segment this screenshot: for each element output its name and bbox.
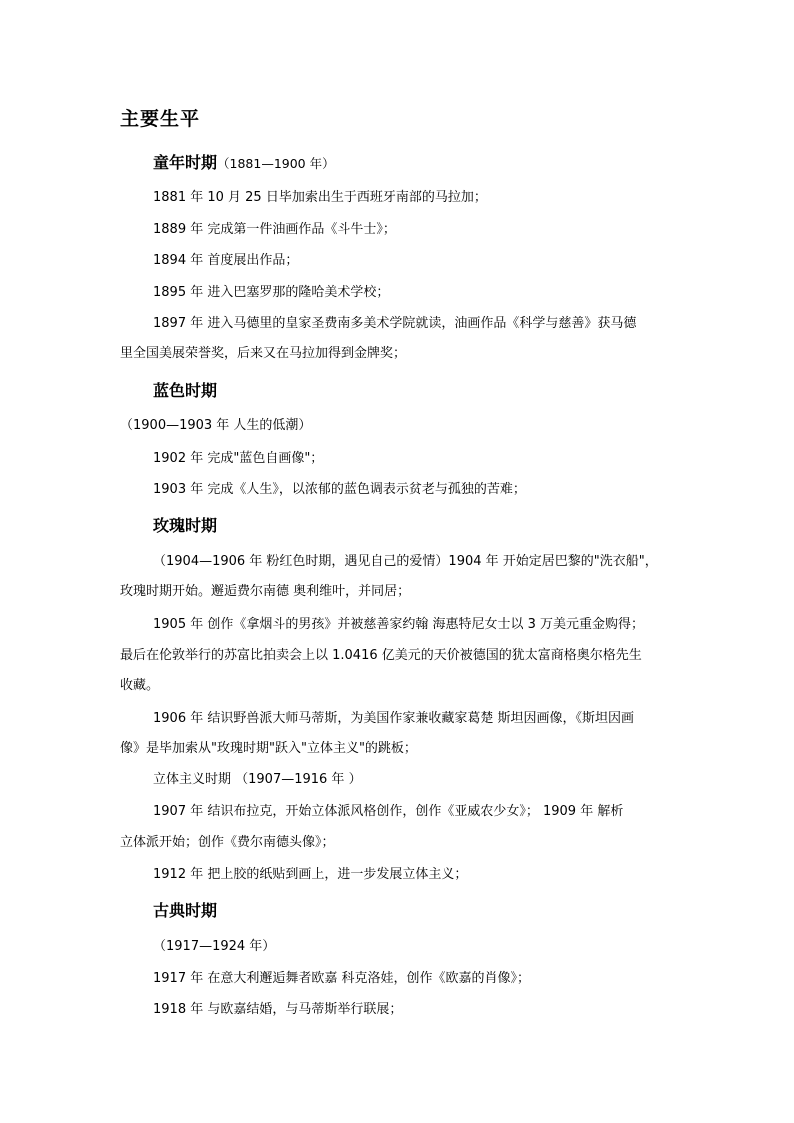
paragraph-line: 最后在伦敦举行的苏富比拍卖会上以 1.0416 亿美元的天价被德国的犹太富商格奥尔格先生 bbox=[120, 648, 642, 663]
paragraph-line: 1889 年 完成第一件油画作品《斗牛士》； bbox=[153, 222, 396, 237]
paragraph-line: 像》是毕加索从"玫瑰时期"跃入"立体主义"的跳板； bbox=[120, 741, 417, 756]
paragraph-line: 1897 年 进入马德里的皇家圣费南多美术学院就读，油画作品《科学与慈善》获马德 bbox=[153, 316, 637, 331]
section-heading-classic: 古典时期 bbox=[153, 901, 218, 920]
paragraph-line: 1895 年 进入巴塞罗那的隆哈美术学校； bbox=[153, 285, 390, 300]
paragraph-line: 玫瑰时期开始。邂逅费尔南德 奥利维叶，并同居； bbox=[120, 584, 411, 599]
paragraph-line: 1902 年 完成"蓝色自画像"； bbox=[153, 451, 324, 466]
paragraph-line: 1917 年 在意大利邂逅舞者欧嘉 科克洛娃，创作《欧嘉的肖像》； bbox=[153, 971, 530, 986]
paragraph-line: 1905 年 创作《拿烟斗的男孩》并被慈善家约翰 海惠特尼女士以 3 万美元重金购得； bbox=[153, 617, 645, 632]
paragraph-line: 1906 年 结识野兽派大师马蒂斯，为美国作家兼收藏家葛楚 斯坦因画像，《斯坦因画 bbox=[153, 711, 634, 726]
paragraph-line: 1894 年 首度展出作品； bbox=[153, 253, 299, 268]
heading-range: （1881—1900 年） bbox=[217, 156, 335, 171]
paragraph-line: 1912 年 把上胶的纸贴到画上，进一步发展立体主义； bbox=[153, 867, 468, 882]
paragraph-line: 1918 年 与欧嘉结婚，与马蒂斯举行联展； bbox=[153, 1002, 403, 1017]
paragraph-line: 立体主义时期 （1907—1916 年 ） bbox=[153, 772, 362, 787]
page-title: 主要生平 bbox=[120, 108, 201, 130]
paragraph-line: 里全国美展荣誉奖，后来又在马拉加得到金牌奖； bbox=[120, 346, 407, 361]
paragraph-line: 1903 年 完成《人生》，以浓郁的蓝色调表示贫老与孤独的苦难； bbox=[153, 482, 526, 497]
section-heading-blue: 蓝色时期 bbox=[153, 381, 218, 400]
section-heading-rose: 玫瑰时期 bbox=[153, 516, 218, 535]
paragraph-line: （1904—1906 年 粉红色时期，遇见自己的爱情）1904 年 开始定居巴黎的"洗衣船"， bbox=[153, 554, 658, 569]
paragraph-line: 1881 年 10 月 25 日毕加索出生于西班牙南部的马拉加； bbox=[153, 190, 487, 205]
paragraph-line: 1907 年 结识布拉克，开始立体派风格创作，创作《亚威农少女》； 1909 年 解析 bbox=[153, 804, 624, 819]
paragraph-line: 收藏。 bbox=[120, 678, 160, 693]
paragraph-line: （1900—1903 年 人生的低潮） bbox=[120, 418, 312, 433]
paragraph-line: 立体派开始；创作《费尔南德头像》； bbox=[120, 835, 335, 850]
section-heading-childhood bbox=[153, 150, 335, 173]
paragraph-line: （1917—1924 年） bbox=[153, 939, 276, 954]
heading-text: 童年时期 bbox=[153, 153, 218, 172]
